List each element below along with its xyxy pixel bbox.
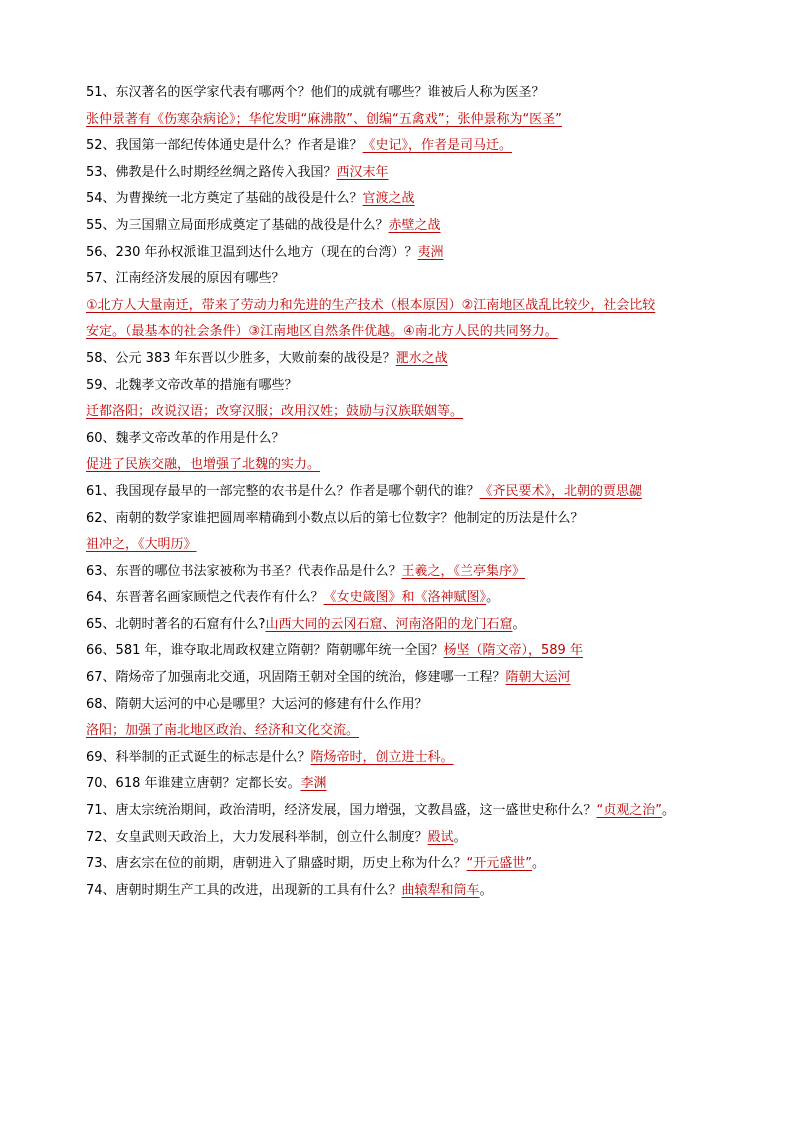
document-body [86, 80, 726, 904]
answer-text: 洛阳；加强了南北地区政治、经济和文化交流。 [86, 723, 360, 739]
question-line [86, 373, 726, 400]
question-text: 64、东晋著名画家顾恺之代表作有什么？ [86, 590, 324, 606]
answer-text: 山西大同的云冈石窟、河南洛阳的龙门石窟 [265, 616, 513, 632]
question-line [86, 426, 726, 453]
question-line [86, 771, 726, 798]
question-line [86, 612, 726, 639]
answer-line [86, 718, 726, 745]
question-line [86, 160, 726, 187]
question-text: 56、230 年孙权派谁卫温到达什么地方（现在的台湾）？ [86, 244, 418, 260]
question-text: 68、隋朝大运河的中心是哪里？大运河的修建有什么作用？ [86, 696, 428, 712]
answer-text: 祖冲之，《大明历》 [86, 537, 197, 553]
question-text: 52、我国第一部纪传体通史是什么？作者是谁？ [86, 138, 363, 154]
trailing-punct: 。 [662, 803, 676, 819]
question-text: 69、科举制的正式诞生的标志是什么？ [86, 749, 311, 765]
answer-line [86, 399, 726, 426]
question-text: 71、唐太宗统治期间，政治清明，经济发展，国力增强，文教昌盛，这一盛世史称什么？ [86, 803, 597, 819]
answer-text: 张仲景著有《伤寒杂病论》；华佗发明“麻沸散”、创编“五禽戏”；张仲景称为“医圣” [86, 111, 562, 127]
question-line [86, 80, 726, 107]
answer-text: 淝水之战 [395, 350, 448, 366]
question-text: 53、佛教是什么时期经丝绸之路传入我国？ [86, 164, 337, 180]
question-line [86, 186, 726, 213]
answer-text: 夷洲 [417, 244, 444, 260]
answer-line [86, 319, 726, 346]
trailing-punct: 。 [512, 616, 526, 632]
question-line [86, 665, 726, 692]
question-line [86, 825, 726, 852]
question-line [86, 266, 726, 293]
answer-text: “贞观之治” [596, 803, 663, 819]
answer-line [86, 452, 726, 479]
answer-text: 促进了民族交融，也增强了北魏的实力。 [86, 457, 321, 473]
answer-text: 赤壁之战 [388, 217, 441, 233]
answer-text: 隋炀帝时，创立进士科。 [310, 749, 454, 765]
question-line [86, 346, 726, 373]
answer-text: “开元盛世” [466, 856, 533, 872]
question-text: 70、618 年谁建立唐朝？定都长安。 [86, 776, 301, 792]
question-line [86, 240, 726, 267]
question-line [86, 133, 726, 160]
trailing-punct: 。 [532, 856, 546, 872]
answer-text: 杨坚（隋文帝），589 年 [443, 643, 583, 659]
question-line [86, 692, 726, 719]
question-line [86, 585, 726, 612]
question-line [86, 559, 726, 586]
question-text: 59、北魏孝文帝改革的措施有哪些？ [86, 377, 298, 393]
question-line [86, 213, 726, 240]
trailing-punct: 。 [479, 882, 493, 898]
answer-line [86, 107, 726, 134]
question-text: 61、我国现存最早的一部完整的农书是什么？作者是哪个朝代的谁？ [86, 483, 480, 499]
answer-text: 曲辕犁和筒车 [401, 882, 480, 898]
question-line [86, 479, 726, 506]
question-line [86, 798, 726, 825]
question-line [86, 851, 726, 878]
question-text: 72、女皇武则天政治上，大力发展科举制，创立什么制度？ [86, 829, 428, 845]
answer-text: 《史记》，作者是司马迁。 [362, 138, 513, 154]
question-text: 51、东汉著名的医学家代表有哪两个？他们的成就有哪些？谁被后人称为医圣？ [86, 85, 545, 100]
answer-text: 迁都洛阳；改说汉语；改穿汉服；改用汉姓；鼓励与汉族联姻等。 [86, 404, 464, 420]
question-text: 73、唐玄宗在位的前期，唐朝进入了鼎盛时期，历史上称为什么？ [86, 856, 467, 872]
question-text: 62、南朝的数学家谁把圆周率精确到小数点以后的第七位数字？他制定的历法是什么？ [86, 510, 584, 526]
question-text: 55、为三国鼎立局面形成奠定了基础的战役是什么？ [86, 217, 389, 233]
answer-line [86, 293, 726, 320]
answer-text: 官渡之战 [362, 191, 415, 207]
question-text: 57、江南经济发展的原因有哪些？ [86, 271, 285, 287]
question-text: 63、东晋的哪位书法家被称为书圣？代表作品是什么？ [86, 563, 402, 579]
question-text: 60、魏孝文帝改革的作用是什么？ [86, 430, 285, 446]
answer-text: 隋朝大运河 [505, 670, 571, 686]
question-text: 74、唐朝时期生产工具的改进，出现新的工具有什么？ [86, 882, 402, 898]
question-line [86, 506, 726, 533]
question-text: 67、隋炀帝了加强南北交通，巩固隋王朝对全国的统治，修建哪一工程？ [86, 670, 506, 686]
answer-text: 西汉末年 [336, 164, 389, 180]
question-line [86, 745, 726, 772]
question-text: 54、为曹操统一北方奠定了基础的战役是什么？ [86, 191, 363, 207]
question-line [86, 878, 726, 905]
answer-text: 《女史箴图》和《洛神赋图》 [323, 590, 487, 606]
question-text: 58、公元 383 年东晋以少胜多，大败前秦的战役是？ [86, 350, 396, 366]
question-text: 66、581 年，谁夺取北周政权建立隋朝？隋朝哪年统一全国？ [86, 643, 444, 659]
trailing-punct: 。 [453, 829, 467, 845]
answer-text: 安定。（最基本的社会条件）③江南地区自然条件优越。④南北方人民的共同努力。 [86, 324, 558, 340]
answer-text: 李渊 [300, 776, 327, 792]
question-text: 65、北朝时著名的石窟有什么? [86, 616, 266, 632]
answer-text: 殿试 [427, 829, 454, 845]
answer-text: 《齐民要术》，北朝的贾思勰 [479, 483, 643, 499]
question-line [86, 638, 726, 665]
answer-text: 王羲之，《兰亭集序》 [401, 563, 526, 579]
answer-line [86, 532, 726, 559]
answer-text: ①北方人大量南迁，带来了劳动力和先进的生产技术（根本原因）②江南地区战乱比较少，社会比较 [86, 297, 656, 313]
trailing-punct: 。 [486, 590, 500, 606]
